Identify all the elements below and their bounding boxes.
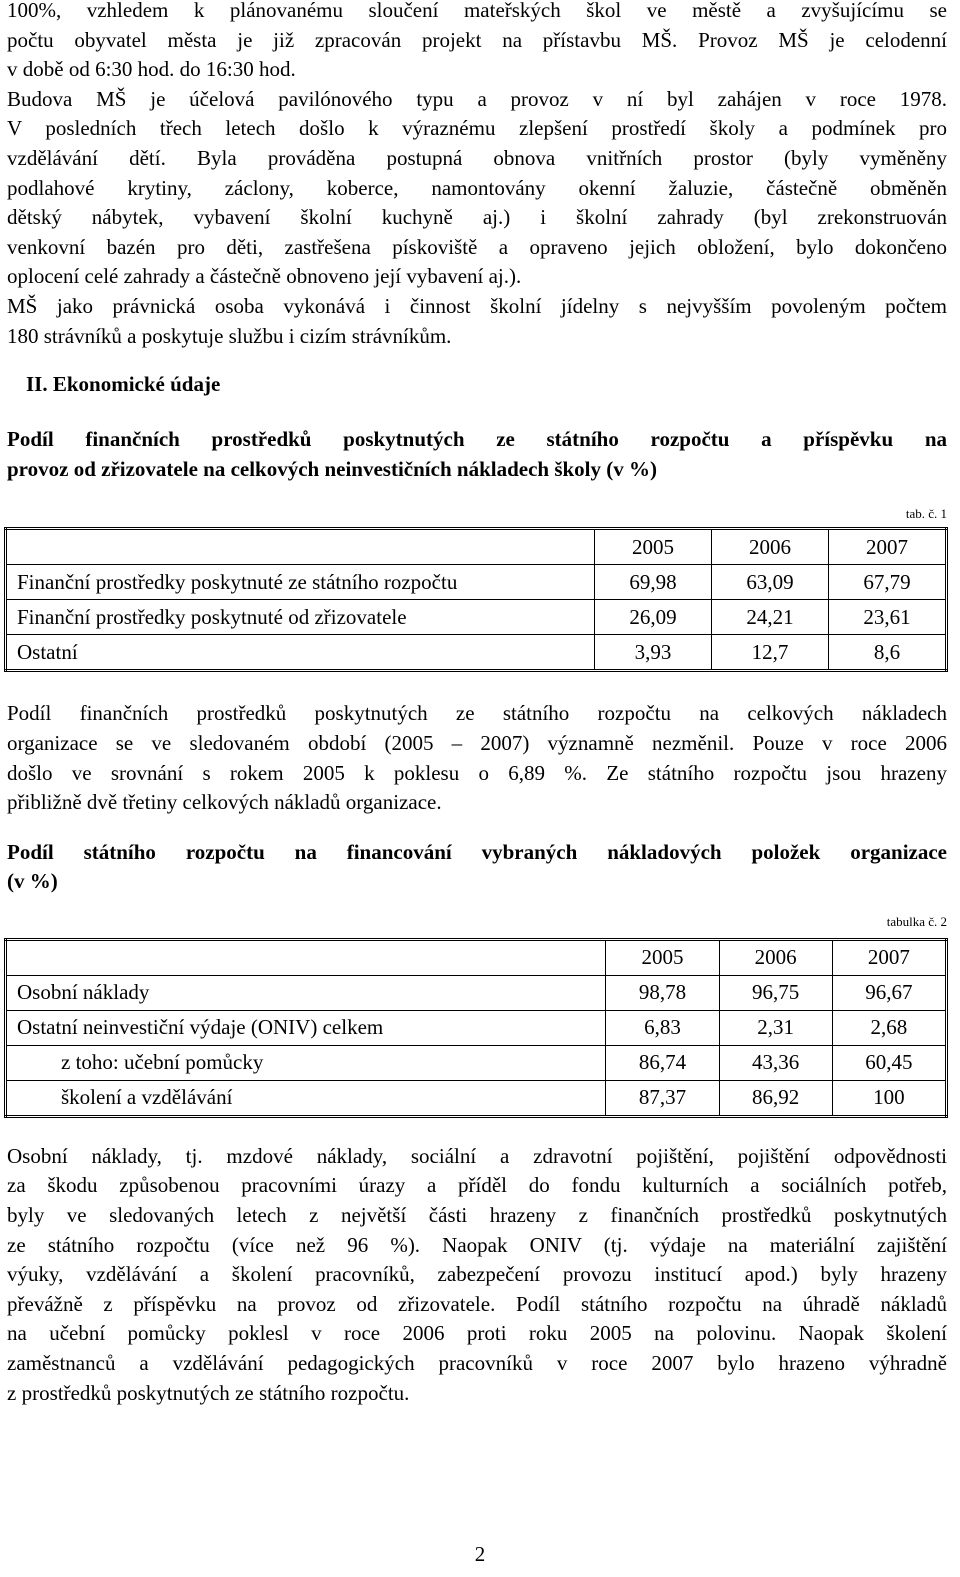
section-heading: II. Ekonomické údaje <box>26 372 221 397</box>
row-label: Finanční prostředky poskytnuté od zřizovatele <box>6 600 595 635</box>
text-line: Budova MŠ je účelová pavilónového typu a provoz v ní byl zahájen v roce 1978. <box>7 86 947 111</box>
row-label: Osobní náklady <box>6 975 606 1010</box>
value-cell: 6,83 <box>606 1010 719 1045</box>
text-line: za škodu způsobenou pracovními úrazy a příděl do fondu kulturních a sociálních potřeb, <box>7 1173 947 1198</box>
text-line: počtu obyvatel města je již zpracován projekt na přístavbu MŠ. Provoz MŠ je celodenní <box>7 27 947 52</box>
value-cell: 63,09 <box>711 565 828 600</box>
value-cell: 86,74 <box>606 1045 719 1080</box>
text-line: dětský nábytek, vybavení školní kuchyně aj.) i školní zahrady (byl zrekonstruován <box>7 205 947 230</box>
value-cell: 2,31 <box>719 1010 832 1045</box>
text-line: přibližně dvě třetiny celkových nákladů organizace. <box>7 790 442 815</box>
text-line: 100%, vzhledem k plánovanému sloučení mateřských škol ve městě a zvyšujícímu se <box>7 0 947 22</box>
row-label: Finanční prostředky poskytnuté ze státního rozpočtu <box>6 565 595 600</box>
text-line: vzdělávání dětí. Byla prováděna postupná obnova vnitřních prostor (byly vyměněny <box>7 145 947 170</box>
paragraph-2 <box>7 699 947 817</box>
value-cell: 43,36 <box>719 1045 832 1080</box>
value-cell: 12,7 <box>711 635 828 671</box>
text-line: byly ve sledovaných letech z největší části hrazeny z finančních prostředků poskytnutých <box>7 1203 947 1228</box>
text-line: v době od 6:30 hod. do 16:30 hod. <box>7 57 296 82</box>
table-corner-cell <box>6 939 606 975</box>
text-line: organizace se ve sledovaném období (2005 – 2007) významně nezměnil. Pouze v roce 2006 <box>7 730 947 755</box>
table-row <box>6 565 947 600</box>
row-label: školení a vzdělávání <box>6 1080 606 1116</box>
table-row <box>6 635 947 671</box>
text-line: ze státního rozpočtu (více než 96 %). Naopak ONIV (tj. výdaje na materiální zajištění <box>7 1232 947 1257</box>
text-line: provoz od zřizovatele na celkových neinvestičních nákladech školy (v %) <box>7 456 658 481</box>
value-cell: 2,68 <box>832 1010 946 1045</box>
row-label: z toho: učební pomůcky <box>6 1045 606 1080</box>
text-line: Podíl finančních prostředků poskytnutých ze státního rozpočtu na celkových nákladech <box>7 701 947 726</box>
text-line: oplocení celé zahrady a částečně obnoveno její vybavení aj.). <box>7 264 522 289</box>
value-cell: 3,93 <box>595 635 712 671</box>
value-cell: 96,75 <box>719 975 832 1010</box>
year-header: 2006 <box>719 939 832 975</box>
table-row <box>6 1010 947 1045</box>
value-cell: 98,78 <box>606 975 719 1010</box>
year-header: 2007 <box>832 939 946 975</box>
value-cell: 86,92 <box>719 1080 832 1116</box>
value-cell: 60,45 <box>832 1045 946 1080</box>
text-line: převážně z příspěvku na provoz od zřizovatele. Podíl státního rozpočtu na úhradě nákladů <box>7 1291 947 1316</box>
document-page <box>7 0 947 1408</box>
year-header: 2006 <box>711 529 828 565</box>
year-header: 2005 <box>606 939 719 975</box>
value-cell: 23,61 <box>828 600 946 635</box>
table1-heading <box>7 425 947 484</box>
table2 <box>4 938 948 1118</box>
value-cell: 67,79 <box>828 565 946 600</box>
table-header-row <box>6 529 947 565</box>
year-header: 2005 <box>595 529 712 565</box>
text-line: 180 strávníků a poskytuje službu i cizím strávníkům. <box>7 323 452 348</box>
value-cell: 96,67 <box>832 975 946 1010</box>
table1 <box>4 527 948 672</box>
intro-paragraph <box>7 0 947 351</box>
text-line: V posledních třech letech došlo k výraznému zlepšení prostředí školy a podmínek pro <box>7 116 947 141</box>
table1-tag: tab. č. 1 <box>905 506 947 522</box>
text-line: podlahové krytiny, záclony, koberce, namontovány okenní žaluzie, částečně obměněn <box>7 175 947 200</box>
year-header: 2007 <box>828 529 946 565</box>
text-line: z prostředků poskytnutých ze státního rozpočtu. <box>7 1380 410 1405</box>
paragraph-3 <box>7 1142 947 1408</box>
table2-heading <box>7 838 947 897</box>
value-cell: 26,09 <box>595 600 712 635</box>
text-line: (v %) <box>7 869 58 894</box>
value-cell: 87,37 <box>606 1080 719 1116</box>
text-line: výuky, vzdělávání a školení pracovníků, zabezpečení provozu institucí apod.) byly hrazeny <box>7 1262 947 1287</box>
value-cell: 8,6 <box>828 635 946 671</box>
row-label: Ostatní neinvestiční výdaje (ONIV) celkem <box>6 1010 606 1045</box>
value-cell: 100 <box>832 1080 946 1116</box>
row-label: Ostatní <box>6 635 595 671</box>
table-header-row <box>6 939 947 975</box>
text-line: došlo ve srovnání s rokem 2005 k poklesu o 6,89 %. Ze státního rozpočtu jsou hrazeny <box>7 760 947 785</box>
text-line: Podíl státního rozpočtu na financování vybraných nákladových položek organizace <box>7 839 947 864</box>
text-line: Osobní náklady, tj. mzdové náklady, sociální a zdravotní pojištění, pojištění odpovědnosti <box>7 1143 947 1168</box>
text-line: venkovní bazén pro děti, zastřešena pískoviště a opraveno jejich obložení, bylo dokončeno <box>7 234 947 259</box>
text-line: MŠ jako právnická osoba vykonává i činnost školní jídelny s nejvyšším povoleným počtem <box>7 293 947 318</box>
table-row <box>6 975 947 1010</box>
table-row <box>6 600 947 635</box>
value-cell: 24,21 <box>711 600 828 635</box>
table-corner-cell <box>6 529 595 565</box>
text-line: zaměstnanců a vzdělávání pedagogických pracovníků v roce 2007 bylo hrazeno výhradně <box>7 1351 947 1376</box>
table-row <box>6 1080 947 1116</box>
page-number: 2 <box>474 1542 486 1566</box>
table-row <box>6 1045 947 1080</box>
text-line: na učební pomůcky poklesl v roce 2006 proti roku 2005 na polovinu. Naopak školení <box>7 1321 947 1346</box>
value-cell: 69,98 <box>595 565 712 600</box>
table2-tag: tabulka č. 2 <box>886 913 947 929</box>
text-line: Podíl finančních prostředků poskytnutých ze státního rozpočtu a příspěvku na <box>7 427 947 452</box>
